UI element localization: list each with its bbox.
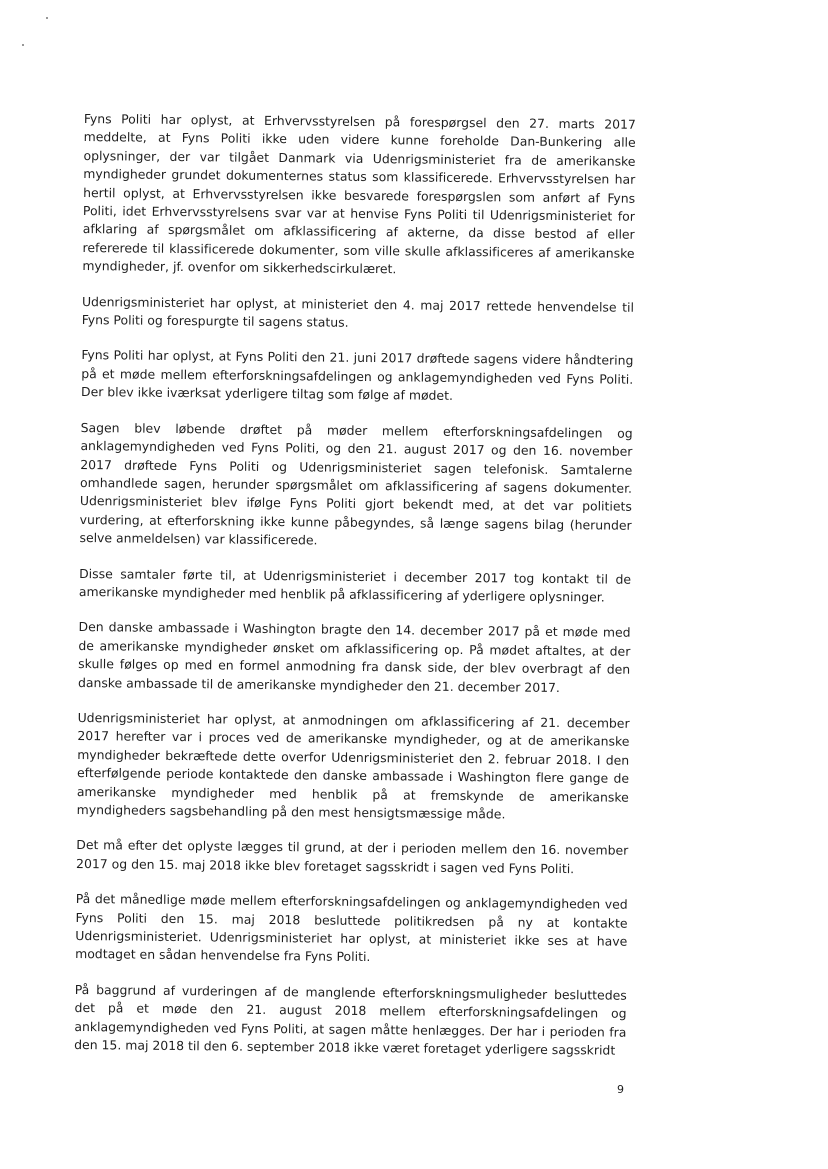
paragraph: Den danske ambassade i Washington bragte den 14. december 2017 på et møde med de amerikanske myndigheder ønsket om afklassificering op. På mødet aftaltes, at der skulle følges op med en formel anmodning fra dansk side, der blev overbragt af den danske ambassade til de amerikanske myndigheder den 21. december 2017.	[77, 619, 631, 695]
body-text	[74, 110, 636, 1077]
page-number: 9	[617, 1083, 624, 1096]
paragraph: Sagen blev løbende drøftet på møder mellem efterforskningsafdelingen og anklagemyndigheden ved Fyns Politi, og den 21. august 2017 og den 16. november 2017 drøftede Fyns Politi og Udenrigsministeriet sagen telefonisk. Samtalerne omhandlede sagen, herunder spørgsmålet om afklassificering af sagens dokumenter. Udenrigsministeriet blev ifølge Fyns Politi gjort bekendt med, at det var politiets vurdering, at efterforskning ikke kunne påbegyndes, så længe sagens bilag (herunder selve anmeldelsen) var klassificerede.	[79, 419, 633, 548]
paragraph: Fyns Politi har oplyst, at Fyns Politi den 21. juni 2017 drøftede sagens videre håndtering på et møde mellem efterforskningsafdelingen og anklagemyndigheden ved Fyns Politi. Der blev ikke iværksat yderligere tiltag som følge af mødet.	[80, 347, 634, 404]
paragraph: På det månedlige møde mellem efterforskningsafdelingen og anklagemyndigheden ved Fyns Politi den 15. maj 2018 besluttede politikredsen på ny at kontakte Udenrigsministeriet. Udenrigsministeriet har oplyst, at ministeriet ikke ses at have modtaget en sådan henvendelse fra Fyns Politi.	[75, 891, 628, 965]
paragraph: Udenrigsministeriet har oplyst, at ministeriet den 4. maj 2017 rettede henvendelse til Fyns Politi og forespurgte til sagens status.	[81, 293, 635, 330]
scan-speck	[22, 44, 24, 46]
paragraph: På baggrund af vurderingen af de manglende efterforskningsmuligheder besluttedes det på et møde den 21. august 2018 mellem efterforskningsafdelingen og anklagemyndigheden ved Fyns Politi, at sagen måtte henlægges. Der har i perioden fra den 15. maj 2018 til den 6. september 2018 ikke været foretaget yderligere sagsskridt	[74, 981, 627, 1058]
paragraph: Udenrigsministeriet har oplyst, at anmodningen om afklassificering af 21. december 2017 herefter var i proces ved de amerikanske myndigheder, og at de amerikanske myndigheder bekræftede dette overfor Udenrigsministeriet den 2. februar 2018. I den efterfølgende periode kontaktede den danske ambassade i Washington flere gange de amerikanske myndigheder med henblik på at fremskynde de amerikanske myndigheders sagsbehandling på den mest hensigtsmæssige måde.	[76, 709, 630, 822]
paragraph: Fyns Politi har oplyst, at Erhvervsstyrelsen på forespørgsel den 27. marts 2017 meddelte, at Fyns Politi ikke uden videre kunne foreholde Dan-Bunkering alle oplysninger, der var tilgået Danmark via Udenrigsministeriet fra de amerikanske myndigheder grundet dokumenternes status som klassificerede. Erhvervsstyrelsen har hertil oplyst, at Erhvervsstyrelsen ikke besvarede forespørgslen som anført af Fyns Politi, idet Erhvervsstyrelsens svar var at henvise Fyns Politi til Udenrigsministeriet for afklaring af spørgsmålet om afklassificering af akterne, da disse bestod af eller refererede til klassificerede dokumenter, som ville skulle afklassificeres af amerikanske myndigheder, jf. ovenfor om sikkerhedscirkulæret.	[82, 110, 636, 277]
paragraph: Disse samtaler førte til, at Udenrigsministeriet i december 2017 tog kontakt til de amerikanske myndigheder med henblik på afklassificering af yderligere oplysninger.	[78, 565, 632, 605]
paragraph: Det må efter det oplyste lægges til grund, at der i perioden mellem den 16. november 2017 og den 15. maj 2018 ikke blev foretaget sagsskridt i sagen ved Fyns Politi.	[76, 837, 629, 876]
scan-speck	[46, 17, 48, 19]
